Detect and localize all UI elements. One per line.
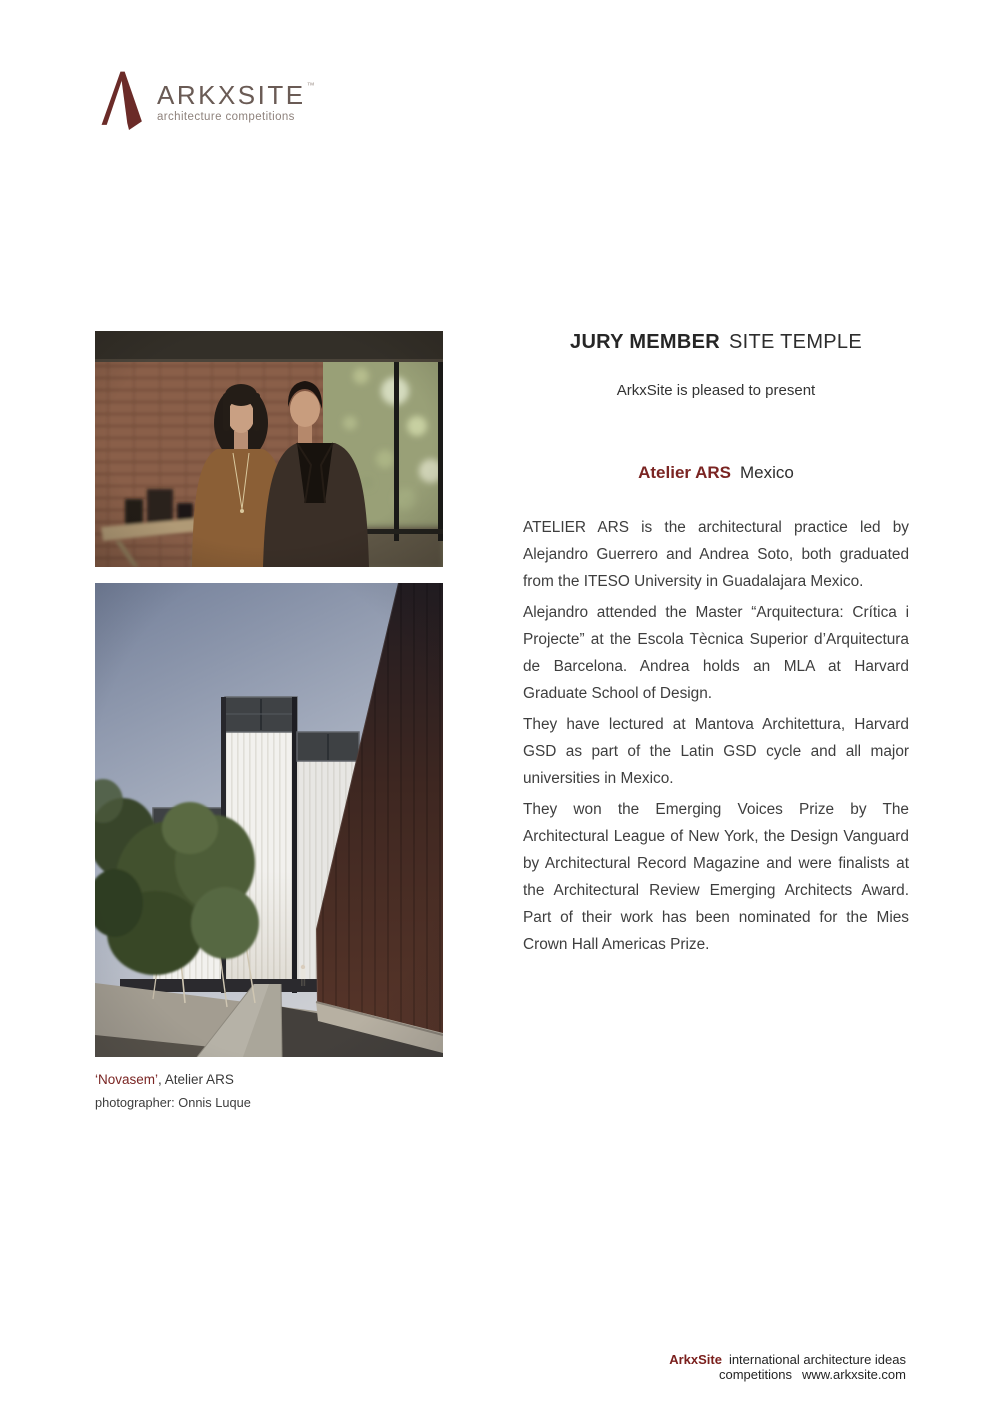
bio-paragraph-2: Alejandro attended the Master “Arquitectura: Crítica i Projecte” at the Escola Tècnica Superior d’Arquitectura de Barcelona. Andrea holds an MLA at Harvard Graduate School of Design. [523, 604, 909, 702]
logo-tagline: architecture competitions [157, 111, 295, 123]
footer-description: international architecture ideas competitions [718, 1352, 906, 1382]
caption-line-project [95, 1070, 455, 1091]
logo-trademark: ™ [306, 81, 318, 90]
member-country: Mexico [740, 463, 794, 482]
logo-text-block [157, 70, 317, 123]
bio-paragraph-3: They have lectured at Mantova Architettura, Harvard GSD as part of the Latin GSD cycle and all major universities in Mexico. [523, 716, 909, 787]
footer-brand: ArkxSite [669, 1352, 722, 1367]
member-name: Atelier ARS [638, 463, 732, 482]
arkxsite-logo-mark-icon [95, 70, 151, 130]
caption-photographer: photographer: Onnis Luque [95, 1094, 251, 1110]
caption-studio-name: , Atelier ARS [158, 1072, 234, 1087]
logo-brand-text [157, 82, 317, 108]
intro-line: ArkxSite is pleased to present [616, 382, 816, 399]
title-site-temple: SITE TEMPLE [729, 331, 862, 353]
bio-paragraph-4: They won the Emerging Voices Prize by The Architectural League of New York, the Design Vanguard by Architectural Record Magazine and were finalists at the Architectural Review Emerging Architects Award. Part of their work has been nominated for the Mies Crown Hall Americas Prize. [523, 801, 909, 953]
arkxsite-logo [95, 70, 317, 130]
title-jury-member: JURY MEMBER [570, 331, 721, 353]
page-title [523, 330, 909, 354]
jury-portrait-photo [95, 331, 443, 567]
logo-brand-word: ARKXSITE [157, 80, 306, 110]
bio-text [523, 514, 909, 958]
member-line [523, 463, 909, 483]
caption-project-name: ‘Novasem’ [95, 1072, 159, 1087]
page-footer [523, 1352, 906, 1382]
project-photo [95, 583, 443, 1057]
footer-url[interactable]: www.arkxsite.com [801, 1367, 906, 1382]
bio-paragraph-1: ATELIER ARS is the architectural practice led by Alejandro Guerrero and Andrea Soto, both graduated from the ITESO University in Guadalajara Mexico. [523, 519, 909, 590]
photo-caption [95, 1070, 455, 1112]
